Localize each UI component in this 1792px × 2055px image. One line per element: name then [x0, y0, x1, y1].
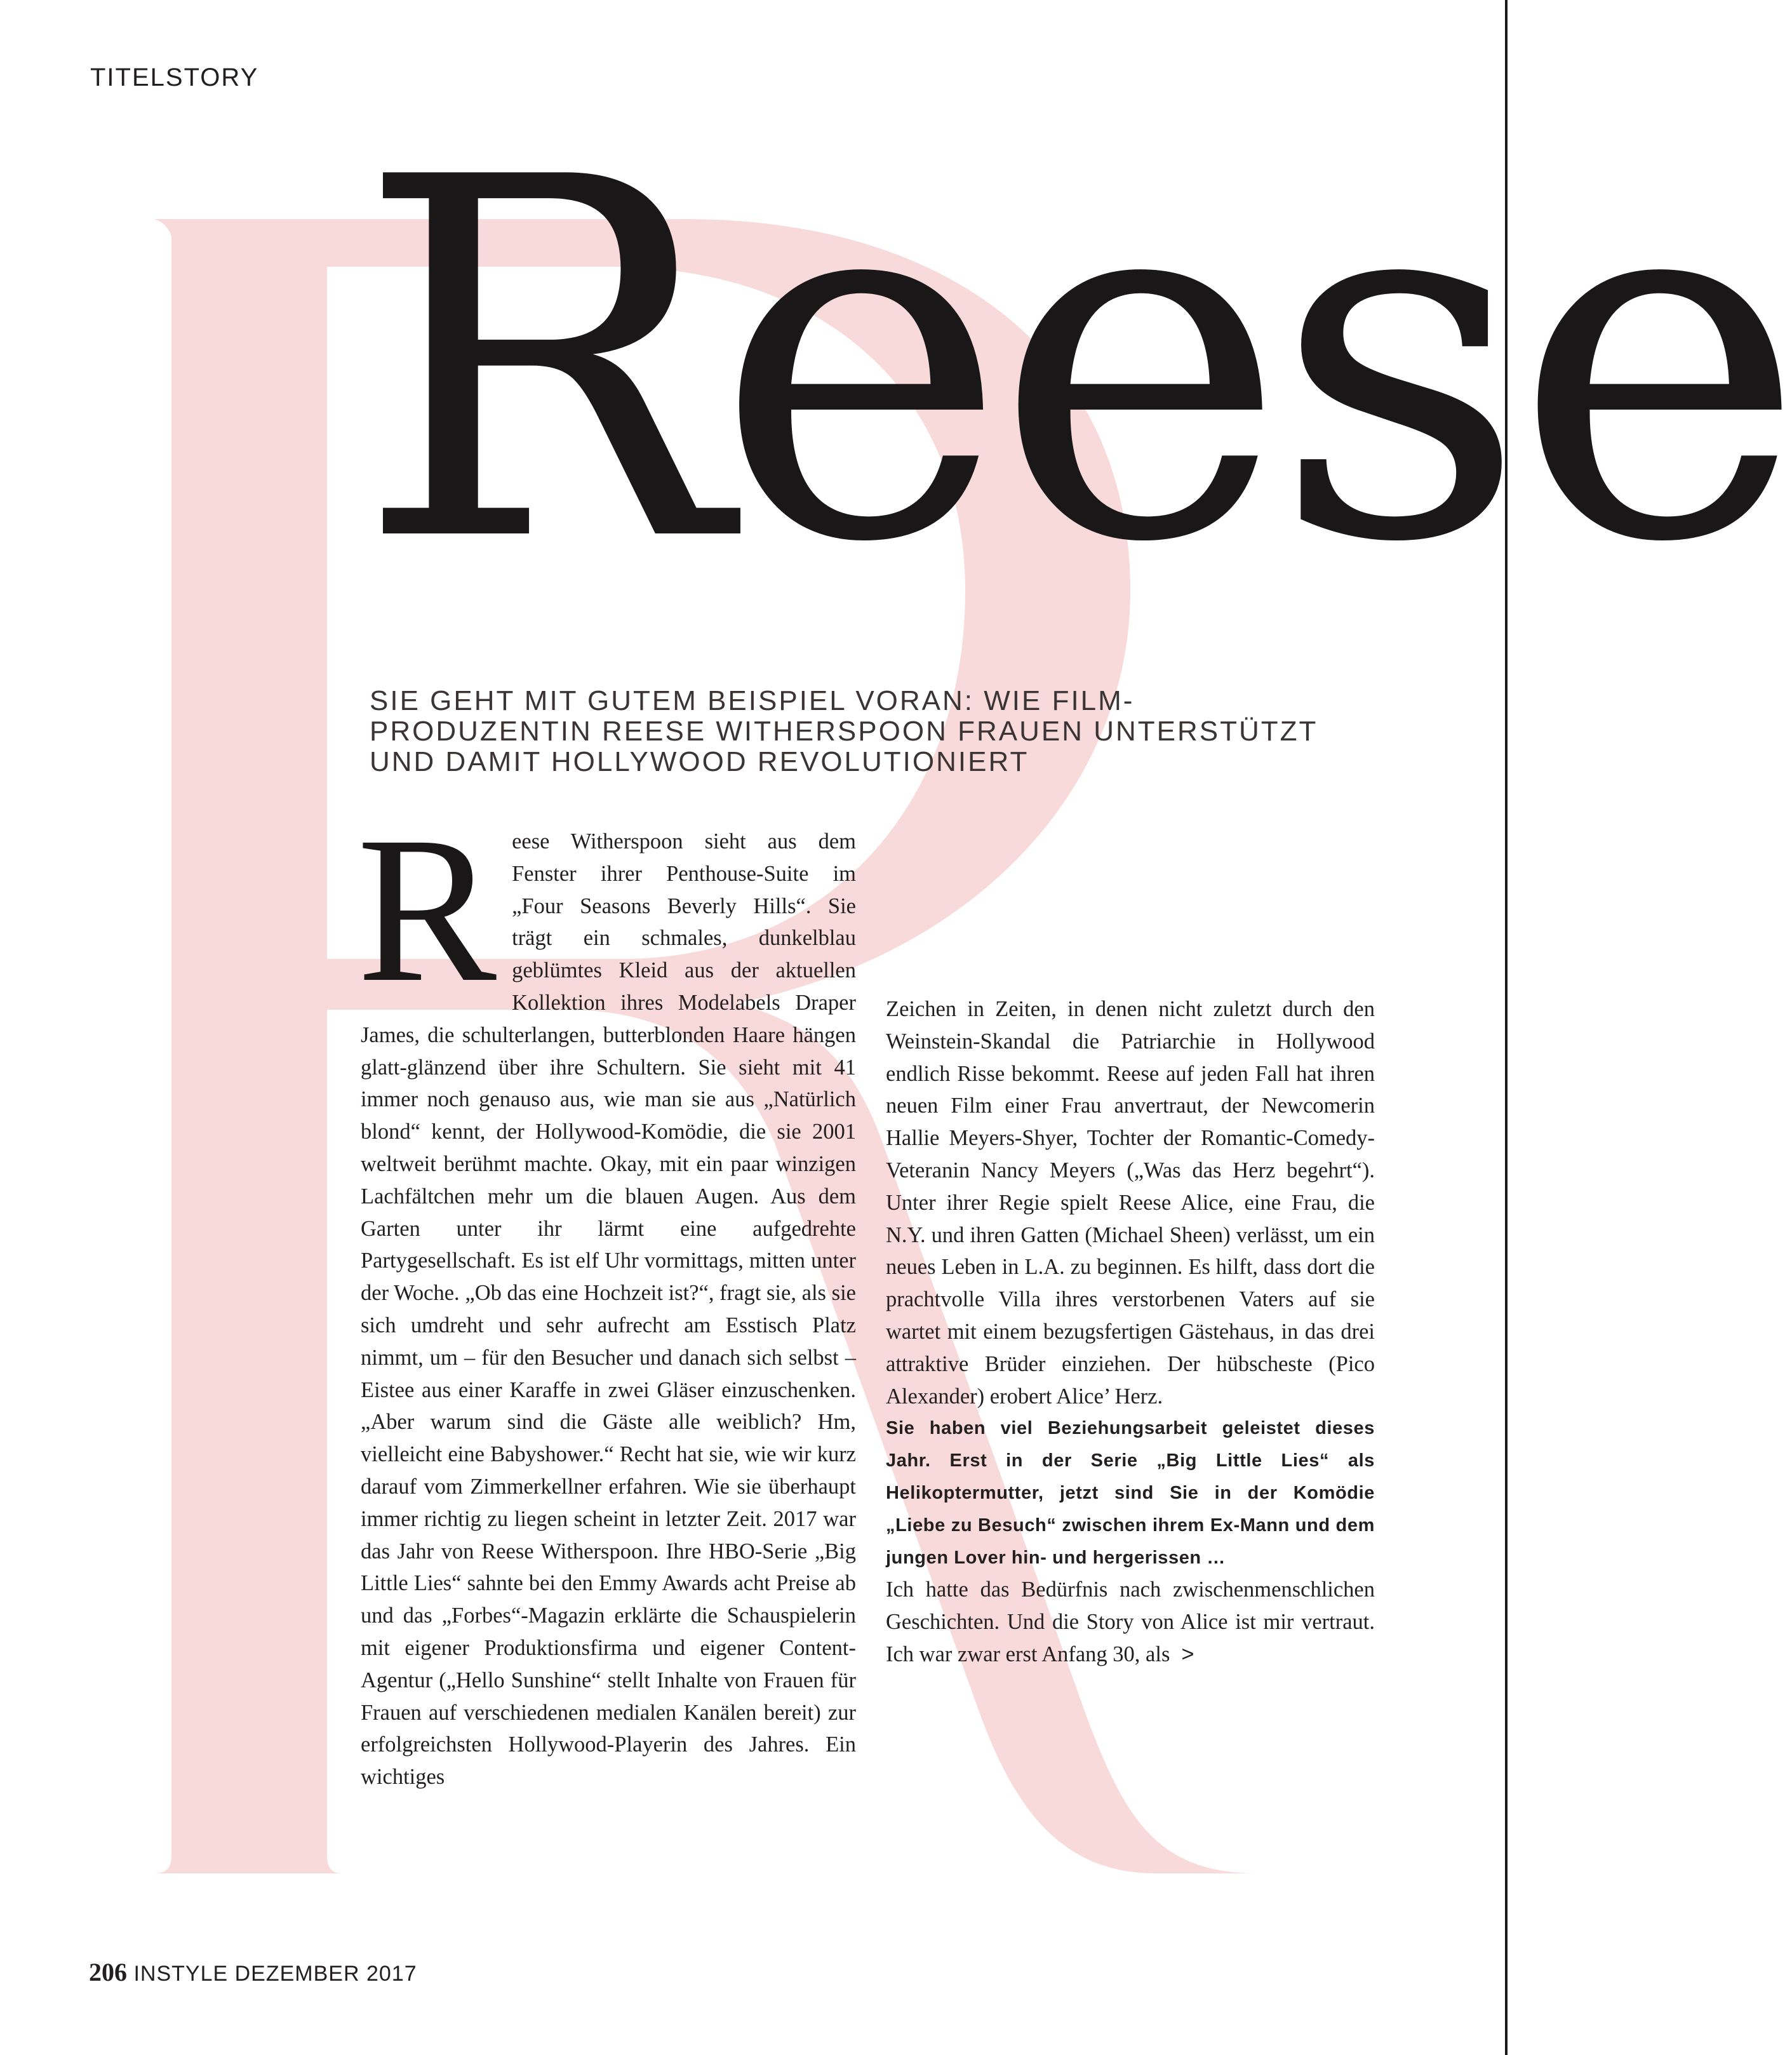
article-column-right: [886, 993, 1375, 1671]
interview-question: Sie haben viel Beziehungsarbeit geleistet dieses Jahr. Erst in der Serie „Big Little Lies“ als Helikoptermutter, jetzt sind Sie in der Komödie „Liebe zu Besuch“ zwischen ihrem Ex-Mann und dem jungen Lover hin- und hergerissen …: [886, 1418, 1375, 1568]
page-number: 206: [89, 1958, 127, 1986]
interview-answer: [886, 1574, 1375, 1670]
folio: [89, 1957, 417, 1987]
headline: Reese: [356, 74, 1792, 650]
continue-arrow[interactable]: >: [1181, 1642, 1194, 1666]
section-label: TITELSTORY: [90, 64, 259, 91]
answer-text: Ich hatte das Bedürfnis nach zwischenmenschlichen Geschichten. Und die Story von Alice ist mir vertraut. Ich war zwar erst Anfang 30, als: [886, 1577, 1375, 1666]
deck-subtitle: SIE GEHT MIT GUTEM BEISPIEL VORAN: WIE FILM- PRODUZENTIN REESE WITHERSPOON FRAUEN UNTERSTÜTZT UND DAMIT HOLLYWOOD REVOLUTIONIERT: [370, 685, 1318, 777]
article-paragraph-1: eese Witherspoon sieht aus dem Fenster ihrer Penthouse-Suite im „Four Seasons Beverly Hills“. Sie trägt ein schmales, dunkelblau geblümtes Kleid aus der aktuellen Kollektion ihres Modelabels Draper James, die schulterlangen, butterblonden Haare hängen glatt-glänzend über ihre Schultern. Sie sieht mit 41 immer noch genauso aus, wie man sie aus „Natürlich blond“ kennt, der Hollywood-Komödie, die sie 2001 weltweit berühmt machte. Okay, mit ein paar winzigen Lachfältchen mehr um die blauen Augen. Aus dem Garten unter ihr lärmt eine aufgedrehte Partygesellschaft. Es ist elf Uhr vormittags, mitten unter der Woche. „Ob das eine Hochzeit ist?“, fragt sie, als sie sich umdreht und sehr aufrecht am Esstisch Platz nimmt, um – für den Besucher und danach sich selbst – Eistee aus einer Karaffe in zwei Gläser einzuschenken. „Aber warum sind die Gäste alle weiblich? Hm, vielleicht eine Babyshower.“ Recht hat sie, wie wir kurz darauf vom Zimmerkellner erfahren. Wie sie überhaupt immer richtig zu liegen scheint in letzter Zeit. 2017 war das Jahr von Reese Witherspoon. Ihre HBO-Serie „Big Little Lies“ sahnte bei den Emmy Awards acht Preise ab und das „Forbes“-Magazin erklärte die Schauspielerin mit eigener Produktionsfirma und eigener Content-Agentur („Hello Sunshine“ stellt Inhalte von Frauen für Frauen auf verschiedenen medialen Kanälen bereit) zur erfolgreichsten Hollywood-Playerin des Jahres. Ein wichtiges: [361, 829, 856, 1790]
publication-info: INSTYLE DEZEMBER 2017: [133, 1962, 417, 1986]
article-column-left: [357, 794, 856, 1793]
drop-cap: R: [357, 794, 497, 1026]
article-paragraph-2: Zeichen in Zeiten, in denen nicht zuletzt durch den Weinstein-Skandal die Patriarchie in Hollywood endlich Risse bekommt. Reese auf jeden Fall hat ihren neuen Film einer Frau anvertraut, der Newcomerin Hallie Meyers-Shyer, Tochter der Romantic-Comedy-Veteranin Nancy Meyers („Was das Herz begehrt“). Unter ihrer Regie spielt Reese Alice, eine Frau, die N.Y. und ihren Gatten (Michael Sheen) verlässt, um ein neues Leben in L.A. zu beginnen. Es hilft, dass dort die prachtvolle Villa ihres verstorbenen Vaters auf sie wartet mit einem bezugsfertigen Gästehaus, in das drei attraktive Brüder einziehen. Der hübscheste (Pico Alexander) erobert Alice’ Herz.: [886, 997, 1375, 1409]
